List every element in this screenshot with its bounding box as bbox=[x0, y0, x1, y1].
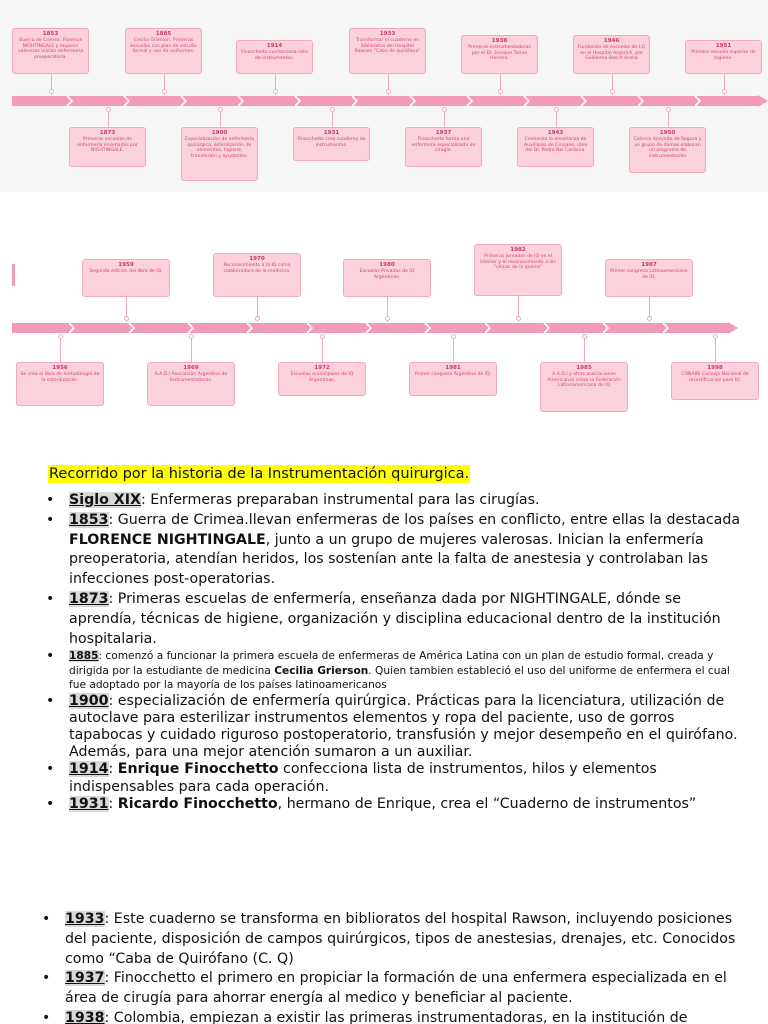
tl1-event-1946 bbox=[573, 35, 650, 74]
event-marker bbox=[610, 89, 615, 94]
year-label: 1873 bbox=[69, 590, 109, 607]
bullet-icon: • bbox=[46, 795, 55, 812]
item-text: : especialización de enfermería quirúrgica. Prácticas para la licenciatura, utilización de autoclave para esterilizar instrumentos elementos y ropa del paciente, uso de gorros tapabocas y cuidado riguroso postoperatorio, transfusión y mejor desempeño en el quirófano. Además, para una mejor atención sumaron a un auxiliar. bbox=[69, 692, 738, 761]
event-year: 1853 bbox=[42, 31, 59, 37]
tl1-event-1937 bbox=[405, 127, 482, 167]
item-text: , junto a un grupo de mujeres valerosas. Inician la enfermería preoperatoria, atendían heridos, los sostenían ante la falta de anestesia y controlaban las infecciones post-operatorias. bbox=[69, 531, 708, 588]
item-text: : Colombia, empiezan a existir las primeras instrumentadoras, en la institución de bbox=[104, 1009, 688, 1024]
event-year: 1885 bbox=[155, 31, 172, 37]
tl1-event-1931 bbox=[293, 127, 370, 161]
tl2-event-1985 bbox=[540, 362, 628, 412]
tl2-event-1956 bbox=[16, 362, 104, 406]
event-text: Primeras instrumentadoras por el Dr. Enrique Torres Herrera. bbox=[468, 45, 531, 62]
list-item bbox=[44, 590, 746, 649]
event-year: 1951 bbox=[715, 43, 732, 49]
event-marker bbox=[385, 316, 390, 321]
event-text: Colmira Acevedo de Segura y un grupo de damas elaboran un programa de instrumentación bbox=[633, 137, 702, 159]
event-marker bbox=[330, 107, 335, 112]
bold-name: Ricardo Finocchetto bbox=[117, 795, 278, 812]
year-label: 1938 bbox=[65, 1009, 105, 1024]
history-list-1 bbox=[44, 491, 746, 813]
event-marker bbox=[442, 107, 447, 112]
event-marker bbox=[451, 334, 456, 339]
bullet-icon: • bbox=[46, 648, 55, 665]
event-text: Cecilia Grierson. Primeras escuelas con plan de estudio formal y uso de uniformes. bbox=[130, 38, 197, 55]
tl1-event-1885 bbox=[125, 28, 202, 74]
event-text: Segunda edición del libro de IQ. bbox=[89, 269, 163, 274]
item-text: confecciona lista de instrumentos, hilos y elementos indispensables para cada operación. bbox=[69, 761, 657, 795]
item-text: : comenzó a funcionar la primera escuela de enfermeras de América Latina con un plan de estudio formal, creada y dirigida por la estudiante de medicina bbox=[69, 650, 714, 677]
tl1-event-1938 bbox=[461, 35, 538, 74]
event-text: Comienza la enseñanza de Auxiliares de Cirujano, idea del Dr. Pedro Nel Cardona. bbox=[524, 137, 587, 154]
bullet-icon: • bbox=[46, 492, 55, 508]
event-text: Escuelas municipales de IQ Argentinas. bbox=[290, 372, 354, 383]
year-label: 1933 bbox=[65, 911, 105, 927]
event-text: Especialización de enfermería quirúrgica, esterilización de elementos, higiene, transfusión y ayudantes. bbox=[185, 137, 254, 159]
event-marker bbox=[498, 89, 503, 94]
tl1-event-1900 bbox=[181, 127, 258, 181]
event-text: Primer congreso Latinoamericano de IQ. bbox=[610, 269, 688, 280]
event-marker bbox=[320, 334, 325, 339]
event-year: 1914 bbox=[266, 43, 283, 49]
event-year: 1937 bbox=[435, 130, 452, 136]
event-text: Escuelas Privadas de IQ Argentinas. bbox=[359, 269, 415, 280]
tl1-event-1873 bbox=[69, 127, 146, 167]
tl2-event-1998 bbox=[671, 362, 759, 400]
tl2-event-1970 bbox=[213, 253, 301, 297]
event-text: Fundación de escuelas de I.Q en el Hospital Argerich, por Guillermo Bosch Arana bbox=[577, 45, 646, 62]
event-text: Reconocimiento a la IQ como colaboradora de la medicina. bbox=[223, 263, 291, 274]
list-item bbox=[44, 491, 746, 511]
event-year: 1972 bbox=[314, 365, 330, 371]
event-text: CONAIRI Consejo Nacional de recertificación para IQ. bbox=[681, 372, 749, 383]
tl1-event-1853 bbox=[12, 28, 89, 74]
tl2-event-1972 bbox=[278, 362, 366, 396]
bullet-icon: • bbox=[42, 911, 51, 927]
history-list-2 bbox=[40, 910, 746, 1024]
list-item bbox=[40, 910, 746, 969]
event-marker bbox=[582, 334, 587, 339]
event-marker bbox=[554, 107, 559, 112]
tl2-event-1980 bbox=[343, 259, 431, 297]
timeline-infographic-top bbox=[0, 0, 768, 192]
event-text: Primeras escuelas de enfermería enseñadas por NIGHTINGALE. bbox=[77, 137, 138, 154]
event-year: 1943 bbox=[547, 130, 564, 136]
item-text: . Quien tambien estableció el uso del uniforme de enfermera el cual fue adoptado por la mayoría de los países latinoamericanos bbox=[69, 664, 730, 692]
timeline-arrow bbox=[12, 322, 768, 334]
event-year: 1931 bbox=[323, 130, 340, 136]
tl2-event-1982 bbox=[474, 244, 562, 296]
item-text: : bbox=[108, 795, 118, 812]
event-text: Guerra de Crimea. Florence NIGHTINGALE y mujeres valerosas inician enfermería preoperatoria. bbox=[17, 38, 84, 60]
event-marker bbox=[255, 316, 260, 321]
tl1-event-1951 bbox=[685, 40, 762, 74]
event-text: Transformar el cuaderno en biblioratos del Hospital Rawson "Caba de quirófano" bbox=[354, 38, 421, 55]
timeline-arrow bbox=[12, 95, 768, 107]
bullet-icon: • bbox=[46, 590, 55, 607]
tl2-event-1959 bbox=[82, 259, 170, 297]
event-text: Primer congreso Argentino de IQ. bbox=[414, 372, 492, 377]
event-text: Finocchetto confecciona lista de instrumentos. bbox=[241, 50, 308, 61]
event-marker bbox=[124, 316, 129, 321]
tl1-event-1943 bbox=[517, 127, 594, 167]
event-text: A.A.D.I Asociación Argentina de Instrumentadoras. bbox=[154, 372, 228, 383]
event-year: 1970 bbox=[249, 256, 265, 262]
event-year: 1946 bbox=[603, 38, 620, 44]
tl1-event-1914 bbox=[236, 40, 313, 74]
item-text: : Primeras escuelas de enfermería, enseñanza dada por NIGHTINGALE, dónde se aprendía, técnicas de higiene, organización y disciplina educacional dentro de la institución hospitalaria. bbox=[69, 590, 721, 647]
tl1-event-1950 bbox=[629, 127, 706, 173]
bullet-icon: • bbox=[46, 511, 55, 528]
bold-name: Enrique Finocchetto bbox=[117, 761, 279, 778]
item-text: : Guerra de Crimea.llevan enfermeras de los países en conflicto, entre ellas la destacada bbox=[108, 511, 741, 528]
tl2-event-1981 bbox=[409, 362, 497, 396]
year-label: 1900 bbox=[69, 692, 109, 709]
bold-name: FLORENCE NIGHTINGALE bbox=[69, 531, 266, 548]
year-label: 1931 bbox=[69, 795, 109, 812]
bullet-icon: • bbox=[46, 692, 55, 709]
event-text: Finocchetto forma una enfermera especializada en cirugía. bbox=[411, 137, 476, 154]
event-marker bbox=[162, 89, 167, 94]
event-text: Finocchetto crea cuaderno de instrumentos. bbox=[297, 137, 366, 148]
list-item bbox=[40, 969, 746, 1009]
item-text: : Finocchetto el primero en propiciar la formación de una enfermera especializada en el área de cirugía para ahorrar energía al medico y beneficiar al paciente. bbox=[65, 970, 727, 1007]
year-label: 1853 bbox=[69, 511, 109, 528]
list-item bbox=[44, 693, 746, 762]
event-text: Se crea el libro de metodología de la esterilización. bbox=[20, 372, 100, 383]
list-item bbox=[44, 649, 746, 692]
list-item bbox=[44, 796, 746, 813]
item-text: : bbox=[108, 761, 118, 778]
event-year: 1969 bbox=[183, 365, 199, 371]
bullet-icon: • bbox=[42, 1009, 51, 1024]
tl2-event-1987 bbox=[605, 259, 693, 297]
event-marker bbox=[386, 89, 391, 94]
event-marker bbox=[647, 316, 652, 321]
year-label: 1885 bbox=[69, 650, 99, 663]
event-year: 1980 bbox=[379, 262, 395, 268]
event-year: 1938 bbox=[491, 38, 508, 44]
event-year: 1987 bbox=[641, 262, 657, 268]
event-marker bbox=[666, 107, 671, 112]
event-year: 1933 bbox=[379, 31, 396, 37]
year-label: Siglo XIX bbox=[69, 492, 141, 508]
year-label: 1937 bbox=[65, 970, 105, 987]
tl1-event-1933 bbox=[349, 28, 426, 74]
event-text: A.A.D.I y otras asociaciones Americanas crean la Federación Latinoamericana de IQ bbox=[547, 372, 621, 389]
event-year: 1959 bbox=[118, 262, 134, 268]
event-year: 1873 bbox=[99, 130, 116, 136]
tl2-event-1969 bbox=[147, 362, 235, 406]
event-year: 1900 bbox=[211, 130, 228, 136]
event-marker bbox=[106, 107, 111, 112]
event-year: 1985 bbox=[576, 365, 592, 371]
event-marker bbox=[58, 334, 63, 339]
event-year: 1950 bbox=[659, 130, 676, 136]
item-text: : Este cuaderno se transforma en biblioratos del hospital Rawson, incluyendo posiciones del paciente, disposición de campos quirúrgicos, tipos de anestesias, drenajes, etc. Conocidos como “Caba de Quirófano (C. Q) bbox=[65, 911, 736, 967]
event-year: 1998 bbox=[707, 365, 723, 371]
document-heading: Recorrido por la historia de la Instrumentación quirurgica. bbox=[49, 466, 470, 482]
event-text: Primera escuela superior de higiene. bbox=[691, 50, 756, 61]
list-item bbox=[44, 761, 746, 795]
bullet-icon: • bbox=[46, 761, 55, 778]
list-item bbox=[44, 511, 746, 590]
timeline-infographic-bottom bbox=[0, 238, 768, 418]
bold-name: Cecilia Grierson bbox=[274, 664, 369, 677]
event-marker bbox=[713, 334, 718, 339]
timeline-start-stub bbox=[12, 264, 15, 286]
event-marker bbox=[516, 316, 521, 321]
event-year: 1981 bbox=[445, 365, 461, 371]
event-marker bbox=[49, 89, 54, 94]
event-marker bbox=[218, 107, 223, 112]
year-label: 1914 bbox=[69, 761, 109, 778]
event-year: 1956 bbox=[52, 365, 68, 371]
event-marker bbox=[189, 334, 194, 339]
list-item bbox=[40, 1009, 746, 1024]
event-marker bbox=[722, 89, 727, 94]
item-text: : Enfermeras preparaban instrumental para las cirugías. bbox=[140, 492, 540, 508]
bullet-icon: • bbox=[42, 970, 51, 987]
event-text: Primeras jornadas de IQ en el interior y el reconocimiento a las "chicas de la guerra" bbox=[480, 254, 556, 271]
event-marker bbox=[273, 89, 278, 94]
event-year: 1982 bbox=[510, 247, 526, 253]
item-text: , hermano de Enrique, crea el “Cuaderno de instrumentos” bbox=[277, 795, 697, 812]
